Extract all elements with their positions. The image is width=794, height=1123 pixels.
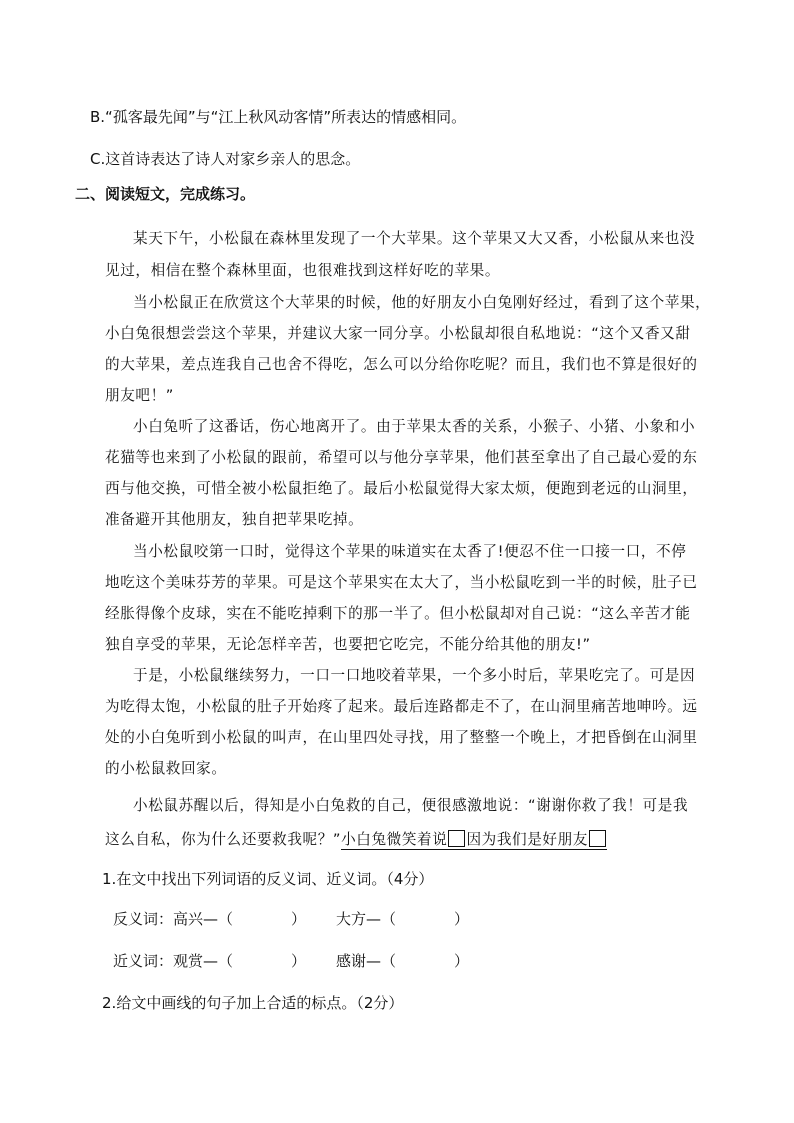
passage-line: 西与他交换，可惜全被小松鼠拒绝了。最后小松鼠觉得大家太烦，便跑到老远的山洞里， <box>105 480 698 497</box>
passage-line: 当小松鼠正在欣赏这个大苹果的时候，他的好朋友小白兔刚好经过，看到了这个苹果， <box>133 294 711 311</box>
question-bracket: ） <box>418 870 434 888</box>
question-number: 2. <box>102 994 117 1012</box>
question-1 <box>102 868 433 889</box>
passage-line: 小白兔听了这番话，伤心地离开了。由于苹果太香的关系，小猴子、小猪、小象和小 <box>133 418 696 435</box>
synonym-label: 感谢—（ <box>336 952 397 970</box>
underlined-text: 小白兔微笑着说 <box>341 831 448 848</box>
passage-line: 于是，小松鼠继续努力，一口一口地咬着苹果，一个多小时后，苹果吃完了。可是因 <box>133 667 696 684</box>
synonym-row <box>113 950 306 971</box>
antonym-row <box>113 908 306 929</box>
passage-line: 小白兔很想尝尝这个苹果，并建议大家一同分享。小松鼠却很自私地说：“这个又香又甜 <box>105 325 691 342</box>
passage-line: 独自享受的苹果，无论怎样辛苦，也要把它吃完，不能分给其他的朋友!” <box>105 636 591 653</box>
answer-bracket: ） <box>454 952 470 970</box>
passage-line: 为吃得太饱，小松鼠的肚子开始疼了起来。最后连路都走不了，在山洞里痛苦地呻吟。远 <box>105 698 698 715</box>
passage-line: 当小松鼠咬第一口时，觉得这个苹果的味道实在太香了!便忍不住一口接一口，不停 <box>133 543 687 560</box>
antonym-row-2 <box>336 908 469 929</box>
synonym-label: 近义词：观赏—（ <box>113 952 234 970</box>
answer-bracket: ） <box>454 910 470 928</box>
passage-line: 朋友吧！” <box>105 387 174 404</box>
question-text: 给文中画线的句子加上合适的标点。（ <box>116 994 364 1012</box>
passage-line: 见过，相信在整个森林里面，也很难找到这样好吃的苹果。 <box>105 262 501 279</box>
passage-line: 花猫等也来到了小松鼠的跟前，希望可以与他分享苹果，他们甚至拿出了自己最心爱的东 <box>105 449 698 466</box>
passage-last-line <box>105 828 607 849</box>
question-bracket: ） <box>388 994 404 1012</box>
option-b: B.“孤客最先闻”与“江上秋风动客情”所表达的情感相同。 <box>90 108 467 126</box>
passage-line: 准备避开其他朋友，独自把苹果吃掉。 <box>105 511 364 528</box>
question-text: 在文中找出下列词语的反义词、近义词。（ <box>116 870 394 888</box>
punctuation-blank[interactable] <box>589 830 606 847</box>
passage-line: 某天下午，小松鼠在森林里发现了一个大苹果。这个苹果又大又香，小松鼠从来也没 <box>133 230 696 247</box>
antonym-label: 大方—（ <box>336 910 397 928</box>
answer-bracket: ） <box>291 910 307 928</box>
option-c: C.这首诗表达了诗人对家乡亲人的思念。 <box>90 150 361 168</box>
question-2 <box>102 992 403 1013</box>
passage-text: 这么自私，你为什么还要救我呢？” <box>105 831 342 848</box>
question-points: 2分 <box>363 994 389 1012</box>
passage-line: 的大苹果，差点连我自己也舍不得吃，怎么可以分给你吃呢？而且，我们也不算是很好的 <box>105 356 698 373</box>
passage-line: 的小松鼠救回家。 <box>105 760 227 777</box>
answer-bracket: ） <box>291 952 307 970</box>
underlined-text: 因为我们是好朋友 <box>466 831 588 848</box>
synonym-row-2 <box>336 950 469 971</box>
passage-line: 经胀得像个皮球，实在不能吃掉剩下的那一半了。但小松鼠却对自己说：“这么辛苦才能 <box>105 605 691 622</box>
question-points: 4分 <box>393 870 419 888</box>
section-heading: 二、阅读短文，完成练习。 <box>75 185 256 203</box>
underlined-sentence <box>341 831 607 850</box>
question-number: 1. <box>102 870 117 888</box>
passage-line: 小松鼠苏醒以后，得知是小白兔救的自己，便很感激地说：“谢谢你救了我！可是我 <box>133 797 689 814</box>
antonym-label: 反义词：高兴—（ <box>113 910 234 928</box>
passage-line: 处的小白兔听到小松鼠的叫声，在山里四处寻找，用了整整一个晚上，才把昏倒在山洞里 <box>105 729 698 746</box>
punctuation-blank[interactable] <box>448 830 465 847</box>
passage-line: 地吃这个美味芬芳的苹果。可是这个苹果实在太大了，当小松鼠吃到一半的时候，肚子已 <box>105 574 698 591</box>
